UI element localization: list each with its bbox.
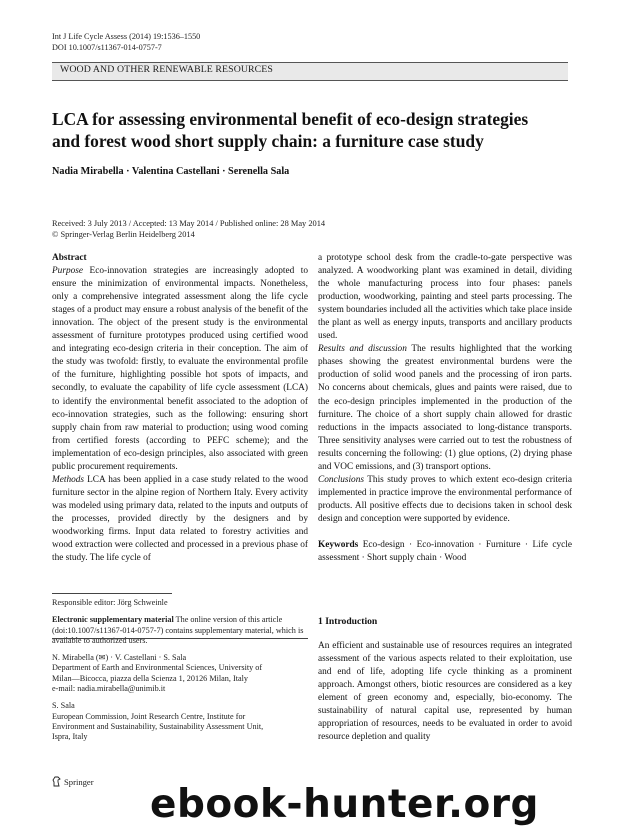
title-line-1: LCA for assessing environmental benefit of eco-design strategies [52, 109, 529, 129]
introduction-heading: 1 Introduction [318, 616, 378, 627]
purpose-label: Purpose [52, 266, 83, 277]
purpose-text: Eco-innovation strategies are increasingly adopted to ensure the minimization of environmental impacts. Nonetheless, only a comprehensive integrated assessment along the life cycle stages of a product may ensure a robust analysis of the benefit of the innovation. The object of the present study is the environmental assessment of furniture prototypes produced using certified wood and integrating eco-design criteria in their conception. The aim of the study was twofold: firstly, to evaluate the environmental profile of the furniture, highlighting possible hot spots of impacts, and secondly, to evaluate the capability of life cycle assessment (LCA) to identify the environmental benefit associated to the adoption of eco-innovation strategies, such as the following: ensuring short supply chain from raw material to production; using wood coming from certified forests (according to PEFC scheme); and the implementation of eco-design principles, also associated with green public procurement requirements. [52, 266, 308, 472]
journal-header [52, 32, 200, 53]
methods-label: Methods [52, 474, 85, 485]
authors: Nadia Mirabella · Valentina Castellani · Serenella Sala [52, 166, 290, 177]
article-title [52, 108, 572, 152]
abstract-purpose [52, 265, 308, 474]
methods-continued: a prototype school desk from the cradle-to-gate perspective was analyzed. A woodworking plant was examined in detail, dividing the whole manufacturing process into four phases: panels production, woodworking, painting and steel parts processing. The system boundaries included all the activities which take place inside the plant as well as energy inputs, transports and ancillary products used. [318, 253, 572, 342]
keywords [318, 539, 572, 565]
conclusions-label: Conclusions [318, 474, 364, 485]
footnote-separator [52, 638, 308, 639]
abstract-methods [52, 474, 308, 565]
affiliation-2-line-3: Ispra, Italy [52, 732, 88, 742]
introduction-text: An efficient and sustainable use of resources requires an integrated assessment of the various aspects related to their exploitation, use and end of life, adopting life cycle thinking as a prominent approach. Amongst others, biotic resources are considered as a key element of green economy and, especially, bio-economy. The sustainability of natural capital use, represented by human appropriation of resources, needs to be evaluated in order to avoid resource depletion and quality [318, 641, 572, 743]
affiliation-1-email[interactable]: e-mail: nadia.mirabella@unimib.it [52, 684, 166, 694]
affiliation-1-line-1: Department of Earth and Environmental Sciences, University of [52, 663, 263, 673]
methods-text: LCA has been applied in a case study related to the wood furniture sector in the alpine region of Northern Italy. Every activity was modeled using primary data, related to the inputs and outputs of the processes, provided directly by the designers and by woodworking firms. Input data related to forestry activities and wood extraction were collected and processed in a previous phase of the study. The life cycle of [52, 474, 308, 564]
title-line-2: and forest wood short supply chain: a furniture case study [52, 131, 484, 151]
copyright: © Springer-Verlag Berlin Heidelberg 2014 [52, 229, 195, 239]
affiliation-2-line-1: European Commission, Joint Research Centre, Institute for [52, 711, 246, 721]
publication-dates [52, 219, 325, 240]
affiliation-1-line-2: Milan—Bicocca, piazza della Scienza 1, 20126 Milan, Italy [52, 673, 248, 683]
affiliation-1-names: N. Mirabella (✉) · V. Castellani · S. Sala [52, 653, 187, 663]
esm-note [52, 615, 308, 646]
responsible-editor: Responsible editor: Jörg Schweinle [52, 598, 168, 607]
journal-citation: Int J Life Cycle Assess (2014) 19:1536–1550 [52, 32, 201, 41]
esm-text: The online version of this article (doi:10.1007/s11367-014-0757-7) contains supplementary material, which is available to authorized users. [52, 615, 304, 645]
watermark: ebook-hunter.org [150, 782, 539, 827]
keywords-label: Keywords [318, 539, 359, 550]
esm-label: Electronic supplementary material [52, 615, 174, 625]
affiliation-2-name: S. Sala [52, 701, 75, 711]
affiliation-2-line-2: Environment and Sustainability, Sustainability Assessment Unit, [52, 721, 264, 731]
doi: DOI 10.1007/s11367-014-0757-7 [52, 42, 162, 52]
publisher-name: Springer [64, 776, 94, 787]
section-label: WOOD AND OTHER RENEWABLE RESOURCES [60, 64, 273, 75]
footnote-rule [52, 593, 172, 594]
right-column [318, 252, 572, 565]
left-column [52, 252, 308, 565]
abstract-results [318, 343, 572, 473]
abstract-conclusions [318, 474, 572, 526]
results-text: The results highlighted that the working phases showing the greatest environmental burdens were the production of solid wood panels and the processing of iron parts. No concerns about chemicals, glues and paints were raised, due to the eco-design principles implemented in the production of the furniture. The choice of a short supply chain allowed for drastic reductions in the impacts associated to long-distance transports. Three sensitivity analyses were carried out to test the robustness of results concerning the following: (1) glue options, (2) drying phase and VOC emissions, and (3) transport options. [318, 344, 573, 472]
keywords-text: Eco-design · Eco-innovation · Furniture · Life cycle assessment · Short supply chain · Wood [318, 539, 573, 564]
publisher-mark [52, 776, 94, 787]
abstract-heading: Abstract [52, 253, 87, 263]
introduction-body [318, 640, 572, 744]
footnotes [52, 598, 308, 743]
conclusions-text: This study proves to which extent eco-design criteria implemented in practice improve the environmental performance of products. All positive effects due to decisions taken in school desk design and conception were supported by evidence. [318, 474, 572, 524]
results-label: Results and discussion [318, 344, 407, 355]
springer-horse-icon [52, 776, 61, 787]
received-dates: Received: 3 July 2013 / Accepted: 13 May 2014 / Published online: 28 May 2014 [52, 219, 326, 228]
